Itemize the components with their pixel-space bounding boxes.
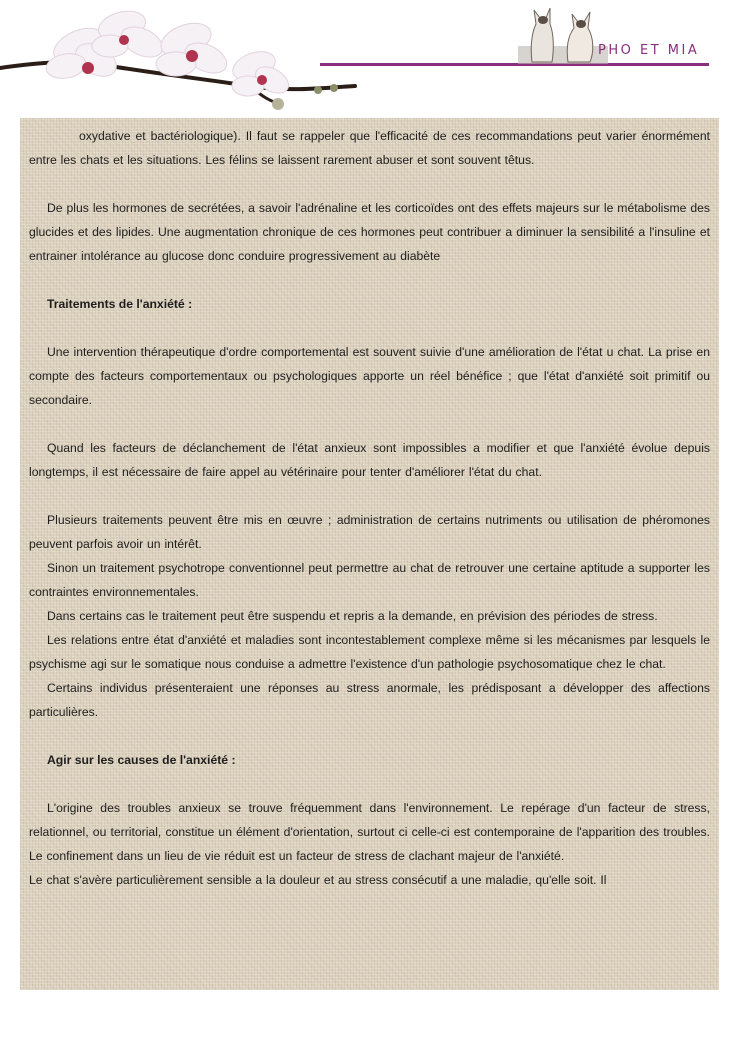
- paragraph: L'origine des troubles anxieux se trouve fréquemment dans l'environnement. Le repérage d'un facteur de stress, relationnel, ou territorial, constitue un élément d'orientation, surtout ci celle-ci est contemporaine de l'apparition des troubles. Le confinement dans un lieu de vie réduit est un facteur de stress de clachant majeur de l'anxiété.: [29, 801, 710, 863]
- brand-title: PHO ET MIA: [598, 43, 700, 58]
- header-divider: [320, 63, 709, 66]
- section-heading: Traitements de l'anxiété :: [47, 297, 193, 311]
- paragraph: De plus les hormones de secrétées, a savoir l'adrénaline et les corticoïdes ont des effets majeurs sur le métabolisme des glucides et des lipides. Une augmentation chronique de ces hormones peut contribuer a diminuer la sensibilité a l'insuline et entrainer intolérance au glucose donc conduire progressivement au diabète: [29, 201, 710, 263]
- paragraph: Dans certains cas le traitement peut être suspendu et repris a la demande, en prévision des périodes de stress.: [47, 609, 658, 623]
- paragraph: Sinon un traitement psychotrope conventionnel peut permettre au chat de retrouver une certaine aptitude a supporter les contraintes environnementales.: [29, 561, 710, 599]
- section-heading: Agir sur les causes de l'anxiété :: [47, 753, 236, 767]
- orchid-branch-image: [0, 0, 370, 118]
- document-body: [20, 118, 719, 990]
- paragraph: Une intervention thérapeutique d'ordre comportemental est souvent suivie d'une amélioration de l'état u chat. La prise en compte des facteurs comportementaux ou psychologiques apporte un réel bénéfice ; que l'état d'anxiété soit primitif ou secondaire.: [29, 345, 710, 407]
- cats-image: [518, 2, 608, 64]
- paragraph: Le chat s'avère particulièrement sensible a la douleur et au stress consécutif a une maladie, qu'elle soit. Il: [29, 873, 607, 887]
- paragraph: oxydative et bactériologique). Il faut se rappeler que l'efficacité de ces recommandations peut varier énormément entre les chats et les situations. Les félins se laissent rarement abuser et sont souvent têtus.: [29, 129, 710, 167]
- paragraph: Certains individus présenteraient une réponses au stress anormale, les prédisposant a développer des affections particulières.: [29, 681, 710, 719]
- paragraph: Plusieurs traitements peuvent être mis en œuvre ; administration de certains nutriments ou utilisation de phéromones peuvent parfois avoir un intérêt.: [29, 513, 710, 551]
- paragraph: Quand les facteurs de déclanchement de l'état anxieux sont impossibles a modifier et que l'anxiété évolue depuis longtemps, il est nécessaire de faire appel au vétérinaire pour tenter d'améliorer l'état du chat.: [29, 441, 710, 479]
- paragraph: Les relations entre état d'anxiété et maladies sont incontestablement complexe même si les mécanismes par lesquels le psychisme agi sur le somatique nous conduise a admettre l'existence d'un pathologie psychosomatique chez le chat.: [29, 633, 710, 671]
